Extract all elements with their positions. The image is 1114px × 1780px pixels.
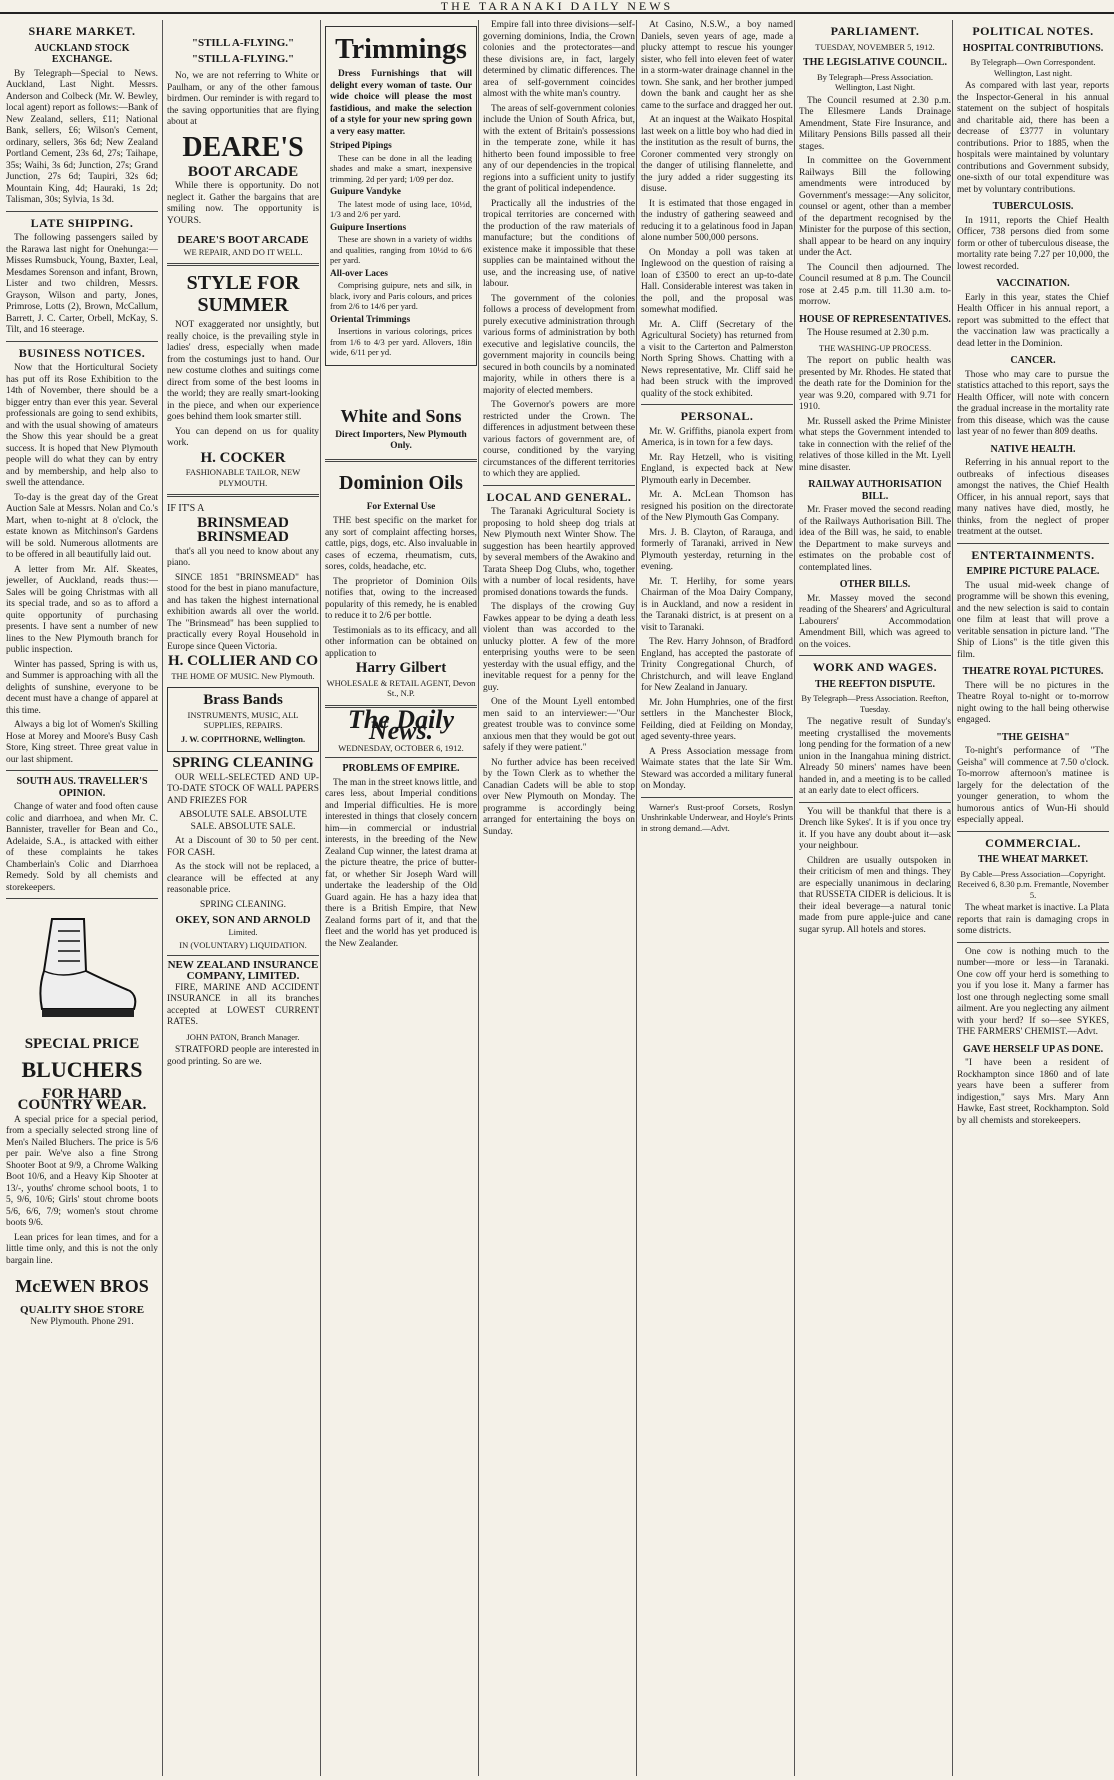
guipure-vandyke: Guipure Vandyke <box>330 187 401 197</box>
wheat-paragraph: The wheat market is inactive. La Plata reports that rain is damaging crops in some districts. <box>957 903 1109 936</box>
house-paragraph: Mr. Russell asked the Prime Minister what steps the Government intended to take in connection with the relief of the relatives of those killed in the Mt. Lyell mine disaster. <box>799 416 951 473</box>
personal-item: The Rev. Harry Johnson, of Bradford England, has accepted the pastorate of Trinity Congregational Church, of Christchurch, and will leave England for New Zealand in January. <box>641 637 793 693</box>
divider <box>6 898 158 899</box>
deare-intro: No, we are not referring to White or Paulham, or any of the other famous birdmen. Our reminder is with regard to the saving opportunities that are flying about at <box>167 71 319 127</box>
article-paragraph: Practically all the industries of the tropical territories are concerned with the production of the raw materials of manufacture; but the conditions of existence make it impossible that these supplies can be maintained without the use, and the increasing use, of native labour. <box>483 198 635 289</box>
local-paragraph: No further advice has been received by the Town Clerk as to whether the Canadian Cadets will be able to stop over New Plymouth on Monday. The programme is accordingly being arranged for entertaining the boys on Sunday. <box>483 757 635 837</box>
special-price-heading: SPECIAL PRICE <box>24 1036 140 1052</box>
business-notices-heading: BUSINESS NOTICES. <box>18 345 146 360</box>
article-paragraph: Mr. A. Cliff (Secretary of the Agricultural Society) has returned from a visit to the Carterton and Palmerston North Spring Shows. Chatting with a News representative, Mr. Cliff said he had been struck with the improved quality of the stock exhibited. <box>641 319 793 399</box>
divider <box>957 942 1109 943</box>
divider <box>641 797 793 798</box>
article-paragraph: The areas of self-government colonies include the Union of South Africa, but, with the extent of Britain's possessions in the temperate zone, while it has hitherto been found impossible to free any of our dependencies in the tropical regions into a sufficient unity to justify the grant of political independence. <box>483 103 635 194</box>
column-5 <box>636 20 793 1776</box>
brinsmead-intro: IF IT'S A <box>167 503 205 514</box>
mcewen-store: QUALITY SHOE STORE <box>19 1304 145 1316</box>
article-paragraph: At Casino, N.S.W., a boy named Daniels, seven years of age, made a plucky attempt to rescue his younger sister, who fell into eleven feet of water in a storm-water drainage channel in the town. She sank, and her brother jumped down the bank and caught her as she came to the surface and dragged her out. <box>641 20 793 111</box>
striped-pipings-body: These can be done in all the leading shades and make a smart, inexpensive trimming. 2d per yard; 1/09 per doz. <box>330 152 472 184</box>
problems-empire-body: The man in the street knows little, and cares less, about Imperial conditions and Imperial difficulties. He is more interested in things that closely concern him—in commercial or industrial interests, in the breeding of the New Zealand Cup winner, the latest drama at the picture theatre, the price of butter-fat, or whether Sir Joseph Ward will undertake the leadership of the Old Guard again. He has a hazy idea that there is a British Empire, that New Zealand forms part of it, and that the fleet and the world has yet produced is the New Zealander. <box>325 777 477 949</box>
local-paragraph: One of the Mount Lyell entombed men said to an interviewer:—"Our greatest trouble was to convince some anxious men that they would be got out safely if they were patient." <box>483 697 635 753</box>
column-4 <box>478 20 635 1776</box>
brass-bands-title: Brass Bands <box>203 692 283 708</box>
article-paragraph: On Monday a poll was taken at Inglewood on the question of raising a loan of £3500 to erect an up-to-date Hall. Considerable interest was taken in the poll, and the proposal was somewhat modified. <box>641 247 793 315</box>
business-notice: Always a big lot of Women's Skilling Hose at Morey and Moore's Busy Cash Store, King street. Three great value in our last shipment. <box>6 720 158 765</box>
share-market-heading: SHARE MARKET. <box>28 24 136 38</box>
spring-body: OUR WELL-SELECTED AND UP-TO-DATE STOCK OF WALL PAPERS AND FRIEZES FOR <box>167 772 319 806</box>
legislative-paragraph: The Council resumed at 2.30 p.m. The Ellesmere Lands Drainage Amendment, State Fire Insurance, and Military Pensions Bills passed all their stages. <box>799 95 951 152</box>
article-paragraph: The Governor's powers are more restricted under the Crown. The differences in adjustment between these various factors of government are, of course, conditioned by the varying circumstances of the different territories to which they are applied. <box>483 400 635 479</box>
divider <box>799 655 951 656</box>
divider <box>641 404 793 405</box>
personal-item: Mr. W. Griffiths, pianola expert from America, is in town for a few days. <box>641 426 793 448</box>
brinsmead-tag: that's all you need to know about any piano. <box>167 546 319 568</box>
native-health-heading: NATIVE HEALTH. <box>990 443 1076 455</box>
mcewen-address: New Plymouth. Phone 291. <box>30 1316 134 1327</box>
collier-address: THE HOME OF MUSIC. New Plymouth. <box>171 670 315 681</box>
parliament-date: TUESDAY, NOVEMBER 5, 1912. <box>815 41 935 52</box>
column-7 <box>952 20 1109 1776</box>
guipure-insertions-body: These are shown in a variety of widths and qualities, ranging from 10½d to 6/6 per yard. <box>330 234 472 265</box>
wheat-market-heading: THE WHEAT MARKET. <box>977 854 1089 865</box>
sa-traveller-body: Change of water and food often cause colic and diarrhoea, and when Mr. C. Bannister, traveller for Bean and Co., Adelaide, S.A., is attacked with either of these complaints he takes Chamberlain's Colic and Diarrhoea Remedy. Sold by all chemists and storekeepers. <box>6 802 158 893</box>
wheat-byline: By Cable—Press Association—Copyright. Received 6, 8.30 p.m. Fremantle, November 5. <box>957 868 1109 900</box>
house-paragraph: The report on public health was presented by Mr. Rhodes. He stated that the death rate for the Dominion for the year was 9.20, compared with 9.71 for 1910. <box>799 356 951 412</box>
divider <box>799 802 951 803</box>
commercial-heading: COMMERCIAL. <box>985 835 1081 850</box>
house-paragraph: The House resumed at 2.30 p.m. <box>807 328 929 338</box>
parliament-heading: PARLIAMENT. <box>830 24 920 38</box>
hospital-paragraph: As compared with last year, reports the Inspector-General in his annual statement on the subject of hospitals and charitable aid, there has been a decrease of £3777 in voluntary contributions. Prior to 1885, when the hospitals were maintained by voluntary contributions and Government subsidy, one-sixth of our total expenditure was met by voluntary contributions. <box>957 81 1109 195</box>
reefton-paragraph: The negative result of Sunday's meeting crystallised the movements long pending for the formation of a new union in the Inangahua mining district. Already 50 miners' names have been handed in, and a meeting is to be called at an early date to elect officers. <box>799 717 951 796</box>
divider <box>483 485 635 486</box>
divider <box>325 459 477 462</box>
cancer-heading: CANCER. <box>1010 355 1056 366</box>
deare-sub: BOOT ARCADE <box>187 163 299 180</box>
gave-herself-paragraph: "I have been a resident of Rockhampton since 1860 and of late years have been a sufferer from indigestion," says Mrs. Mary Ann Hawke, East street, Rockhampton. Sold by all chemists and storekeepers. <box>957 1058 1109 1126</box>
legislative-paragraph: In committee on the Government Railways Bill the following amendments were introduced by Government's message:—Any solicitor, counsel or agent, other than a member of the department recognised by the Minister for the purpose of this section, shall appear to be heard on any inquiry under the Act. <box>799 156 951 258</box>
local-general-heading: LOCAL AND GENERAL. <box>486 489 632 504</box>
spring-cleaning-title: SPRING CLEANING <box>172 755 314 771</box>
columns <box>6 20 1108 1776</box>
article-paragraph: The government of the colonies follows a process of development from purely executive administration through various forms of administration by both executive and legislative councils, the government majority in councils being secured in both councils by a nominated majority, while in others there is a majority of elected members. <box>483 293 635 396</box>
cancer-paragraph: Those who may care to pursue the statistics attached to this report, says the Health Officer, will note with concern the gradual increase in the mortality rate from this disease, which was the cause last year of no fewer than 809 deaths. <box>957 369 1109 437</box>
entertainments-heading: ENTERTAINMENTS. <box>971 547 1095 562</box>
okey-name: OKEY, SON AND ARNOLD <box>175 914 311 926</box>
tuberculosis-heading: TUBERCULOSIS. <box>992 201 1074 212</box>
divider <box>957 543 1109 544</box>
absolute-sale: ABSOLUTE SALE. ABSOLUTE SALE. ABSOLUTE SALE. <box>179 810 307 832</box>
vaccination-heading: VACCINATION. <box>996 278 1070 289</box>
business-notice: To-day is the great day of the Great Auction Sale at Messrs. Nolan and Co.'s Mart, when to-night at 8 o'clock, the estate known as Mitchinson's Gardens will be sold. Numerous allotments are to be offered in all beautifully laid out. <box>6 492 158 560</box>
geisha-heading: "THE GEISHA" <box>996 731 1070 743</box>
house-sub: THE WASHING-UP PROCESS. <box>818 342 932 353</box>
divider <box>957 831 1109 832</box>
guipure-insertions: Guipure Insertions <box>330 222 407 233</box>
issue-date: WEDNESDAY, OCTOBER 6, 1912. <box>338 742 464 753</box>
mcewen-bros-name: McEWEN BROS <box>15 1276 149 1296</box>
theatre-royal-heading: THEATRE ROYAL PICTURES. <box>962 666 1104 677</box>
railway-paragraph: Mr. Fraser moved the second reading of the Railways Authorisation Bill. The idea of the Bill was, he said, to enable the Department to make surveys and estimates on the probable cost of contemplated lines. <box>799 505 951 573</box>
personal-item: A Press Association message from Waimate states that the late Sir Wm. Steward was accorded a military funeral on Monday. <box>641 746 793 791</box>
cow-advert: One cow is nothing much to the number—more or less—in Taranaki. One cow off your herd is something to you if you lose it. Many a farmer has lost one through neglecting some small ailment. Are you neglecting any ailment with your herd? If so—see SYKES, THE FARMERS' CHEMIST.—Advt. <box>957 946 1109 1037</box>
guipure-vandyke-body: The latest mode of using lace, 10½d, 1/3 and 2/6 per yard. <box>330 198 472 219</box>
divider <box>167 494 319 497</box>
trimmings-title: Trimmings <box>335 34 467 65</box>
nz-insurance-agent: JOHN PATON, Branch Manager. <box>186 1031 300 1042</box>
dominion-oils-title: Dominion Oils <box>339 471 463 494</box>
nz-insurance-body: FIRE, MARINE AND ACCIDENT INSURANCE in all its branches accepted at LOWEST CURRENT RATES. <box>167 982 319 1027</box>
railway-heading: RAILWAY AUTHORISATION BILL. <box>808 479 942 502</box>
reefton-byline: By Telegraph—Press Association. Reefton, Tuesday. <box>801 693 949 714</box>
russeta-advert: Children are usually outspoken in their criticism of men and things. They are especially unanimous in declaring that RUSSETA CIDER is delicious. It is their ideal beverage—a natural tonic made from pure apple-juice and cane sugar syrup. All hotels and stores. <box>799 855 951 935</box>
personal-item: Mr. Ray Hetzell, who is visiting England, is expected back at New Plymouth early in December. <box>641 452 793 486</box>
geisha-paragraph: To-night's performance of "The Geisha" will commence at 7.50 o'clock. To-morrow afternoon's matinee is largely for the delectation of the younger generation, to whom the humorous antics of Wun-Hi should especially appeal. <box>957 746 1109 825</box>
bluchers-body: A special price for a special period, from a specially selected strong line of Men's Nailed Bluchers. The price is 5/6 per pair. We've also a fine Strong Shooter Boot at 9/9, a Chrome Walking Boot 10/6, and a Heavy Kip Shooter at 13/-, youths' chrome school boots, 1 to 5, 9/6, 10/6; Girls' stout chrome boots 5/6, 6/6, 7/9; women's stout chrome boots 9/6. <box>6 1114 158 1228</box>
trimmings-intro: Dress Furnishings that will delight every woman of taste. Our wide choice will please the most fastidious, and make the selection of a style for your new spring gown a very easy matter. <box>330 69 472 137</box>
divider <box>167 263 319 266</box>
legislative-council-heading: THE LEGISLATIVE COUNCIL. <box>802 57 948 68</box>
oriental-trimmings: Oriental Trimmings <box>330 314 411 325</box>
share-market-body: By Telegraph—Special to News. Auckland, Last Night. Messrs. Anderson and Colbeck (Mr. W. Bewley, local agent) report as follows:—Bank of New Zealand, sellers, £11; National Bank, sellers, £6; Wilson's Cement, ordinary, sellers, 36s 6d; New Zealand Portland Cement, 23s 6d, 27s; Taihape, 35s; Waihi, 3s 6d; Junction, 27s; Grand Junction, 27s 6d; Taupiri, 32s 6d; Mountain King, 4d; Hauraki, 1s 2d; Talisman, 30s; Sylvia, 1s 3d. <box>6 68 158 205</box>
brass-bands-ad <box>167 687 319 752</box>
hospital-byline: By Telegraph—Own Correspondent. Wellington, Last night. <box>970 57 1096 78</box>
divider <box>167 955 319 956</box>
cocker-address: FASHIONABLE TAILOR, NEW PLYMOUTH. <box>185 467 301 488</box>
brinsmead-1: BRINSMEAD <box>197 514 289 531</box>
spring-discount: At a Discount of 30 to 50 per cent. FOR CASH. <box>167 836 319 858</box>
white-sons-name: White and Sons <box>340 405 462 426</box>
article-paragraph: At an inquest at the Waikato Hospital last week on a little boy who had died in the institution as the result of burns, the Coroner commented very strongly on the danger of utilising flannelette, and the jury added a rider suggesting its disuse. <box>641 115 793 194</box>
daily-news-title: The Daily News. <box>347 704 455 745</box>
house-heading: HOUSE OF REPRESENTATIVES. <box>799 313 951 325</box>
trimmings-ad <box>325 26 477 366</box>
okey-liq: IN (VOLUNTARY) LIQUIDATION. <box>179 940 307 950</box>
deare-body: While there is opportunity. Do not neglect it. Gather the bargains that are smiling now. The opportunity is YOURS. <box>167 181 319 226</box>
personal-item: Mr. T. Herlihy, for some years Chairman of the Moa Dairy Company, is in Auckland, and now a resident in the Taranaki district, is at present on a visit to Taranaki. <box>641 576 793 633</box>
column-3 <box>320 20 477 1776</box>
spring-again: SPRING CLEANING. <box>200 899 286 910</box>
deare-title: DEARE'S <box>182 131 304 163</box>
cocker-name: H. COCKER <box>200 449 286 466</box>
column-2 <box>162 20 319 1776</box>
problems-empire-heading: PROBLEMS OF EMPIRE. <box>342 763 460 774</box>
column-1 <box>6 20 158 1776</box>
deare-tag: WE REPAIR, AND DO IT WELL. <box>183 246 303 257</box>
work-wages-heading: WORK AND WAGES. <box>812 660 938 674</box>
vaccination-paragraph: Early in this year, states the Chief Health Officer in his annual report, a report was submitted to the effect that the vaccination law was practically a dead letter in the Dominion. <box>957 292 1109 349</box>
share-market-sub: AUCKLAND STOCK EXCHANGE. <box>34 42 130 65</box>
okey-ltd: Limited. <box>228 926 258 937</box>
sa-traveller-heading: SOUTH AUS. TRAVELLER'S OPINION. <box>16 776 148 799</box>
white-sons-sub: Direct Importers, New Plymouth Only. <box>335 429 467 451</box>
personal-item: Mrs. J. B. Clayton, of Rarauga, and formerly of Taranaki, arrived in New Plymouth yesterday, returning in the evening. <box>641 527 793 572</box>
stratford-ad: STRATFORD people are interested in good printing. So are we. <box>167 1045 319 1067</box>
reefton-heading: THE REEFTON DISPUTE. <box>814 678 936 690</box>
gave-herself-heading: GAVE HERSELF UP AS DONE. <box>962 1043 1104 1055</box>
masthead: THE TARANAKI DAILY NEWS <box>0 0 1114 14</box>
harry-gilbert-addr: WHOLESALE & RETAIL AGENT, Devon St., N.P. <box>326 677 476 698</box>
sykes-advert: You will be thankful that there is a Drench like Sykes'. It is if you once try it. If you have any doubt about it—ask your neighbour. <box>799 806 951 851</box>
dominion-oils-body: THE best specific on the market for any sort of complaint affecting horses, cattle, pigs, dogs, etc. Also invaluable in cases of eczema, rheumatism, cuts, sores, colds, headache, etc. <box>325 516 477 572</box>
still-flying-1: "STILL A-FLYING." <box>191 37 295 49</box>
style-summer-title: STYLE FOR SUMMER <box>186 272 300 316</box>
oriental-trimmings-body: Insertions in various colorings, prices from 1/6 to 4/3 per yard. Allovers, 18in wide, 6/11 per yd. <box>330 326 472 357</box>
late-shipping-heading: LATE SHIPPING. <box>30 215 134 230</box>
still-flying-2: "STILL A-FLYING." <box>191 52 295 65</box>
column-6 <box>794 20 951 1776</box>
advert-footer: Warner's Rust-proof Corsets, Roslyn Unshrinkable Underwear, and Hoyle's Prints in strong demand.—Advt. <box>641 801 793 833</box>
business-notice: A letter from Mr. Alf. Skeates, jeweller, of Auckland, reads thus:—Sales will be going Christmas with all its special trade, and so as to afford a quite opportunity of purchasing presents. I have sent a number of new lines to the New Plymouth branch for public inspection. <box>6 564 158 655</box>
collier-name: H. COLLIER AND CO <box>167 653 319 669</box>
other-bills-paragraph: Mr. Massey moved the second reading of the Shearers' and Agricultural Labourers' Accommodation Amendment Bill, which was agreed to on the voices. <box>799 593 951 650</box>
allover-laces-body: Comprising guipure, nets and silk, in black, ivory and Paris colours, and prices from 2/6 to 14/6 per yard. <box>330 280 472 311</box>
empire-palace-heading: EMPIRE PICTURE PALACE. <box>966 566 1100 577</box>
harry-gilbert: Harry Gilbert <box>355 660 447 676</box>
legislative-paragraph: The Council then adjourned. The Council resumed at 8 p.m. The Council rose at 2.45 p.m. till 11.30 a.m. to-morrow. <box>799 262 951 307</box>
late-shipping-body: The following passengers sailed by the Rarawa last night for Onehunga:—Misses Rumsbuck, Young, Baxter, Leal, Mesdames Sorenson and infant, Brown, Lister and two children, Messrs. Grayson, Wilson and party, Jones, Primrose, Lotts (2), Brown, McCallum, Barrett, J. C. Carter, Orbell, McKay, S. Tilt, and 16 steerage. <box>6 233 158 335</box>
dominion-oils-prop: The proprietor of Dominion Oils notifies that, owing to the increased popularity of this remedy, he is enabled to reduce it to 2/6 per bottle. <box>325 576 477 621</box>
brinsmead-body: SINCE 1851 "BRINSMEAD" has stood for the best in piano manufacture, and has taken the highest international exhibition awards all over the world. The "Brinsmead" has been supplied to practically every Royal Household in Europe since Queen Victoria. <box>167 572 319 652</box>
personal-heading: PERSONAL. <box>680 409 754 423</box>
article-paragraph: Empire fall into three divisions—self-governing dominions, India, the Crown colonies and the protectorates—and these divisions are, in fact, largely determined by climatic differences. The area of self-government coincides almost with the white man's country. <box>483 20 635 99</box>
other-bills-heading: OTHER BILLS. <box>839 579 911 590</box>
divider <box>325 757 477 758</box>
local-paragraph: The displays of the crowing Guy Fawkes appear to be dying a death less violent than was accorded to the unlucky plotter. A few of the more enterprising youths were to be seen yesterday with the usual effigy, and the inevitable request for a penny for the guy. <box>483 602 635 693</box>
dominion-oils-sub: For External Use <box>366 501 436 512</box>
local-paragraph: The Taranaki Agricultural Society is proposing to hold sheep dog trials at New Plymouth next Winter Show. The suggestion has been heartily approved by several members of the Awakino and Tarata Sheep Dog Clubs, who, together with a number of local residents, have promised donations towards the funds. <box>483 507 635 598</box>
dominion-oils-test: Testimonials as to its efficacy, and all other information can be obtained on application to <box>325 625 477 659</box>
political-notes-heading: POLITICAL NOTES. <box>972 24 1094 38</box>
legislative-byline: By Telegraph—Press Association. Wellington, Last Night. <box>816 71 934 92</box>
divider <box>6 770 158 771</box>
boot-illustration-icon <box>22 909 142 1029</box>
style-summer-call: You can depend on us for quality work. <box>167 426 319 448</box>
article-paragraph: It is estimated that those engaged in the industry of gathering seaweed and reducing it to a gelatinous food in Japan alone number 500,000 persons. <box>641 198 793 243</box>
hospital-heading: HOSPITAL CONTRIBUTIONS. <box>962 42 1104 54</box>
lean-prices: Lean prices for lean times, and for a little time only, and this is not the only bargain line. <box>6 1232 158 1266</box>
brass-bands-co: J. W. COPITHORNE, Wellington. <box>180 733 306 744</box>
nz-insurance-title: NEW ZEALAND INSURANCE COMPANY, LIMITED. <box>167 958 319 982</box>
deare-box: DEARE'S BOOT ARCADE <box>177 234 309 246</box>
business-notice: Now that the Horticultural Society has put off its Rose Exhibition to the 14th of November, there should be a bigger entry than ever this year. Several professionals are going to send exhibits, and with the usual showing of amateurs the Show this year should be a great success. It is hoped that New Plymouth people will do what they can by entry and by membership, and help also to swell the attendance. <box>6 363 158 488</box>
style-summer-body: NOT exaggerated nor unsightly, but really choice, is the prevailing style in ladies' dress, especially when made from the costumings just to hand. Our new costume clothes and suitings come direct from some of the best looms in the world; they are really smart-looking in the piece, and when our experience goes behind them look smarter still. <box>167 320 319 422</box>
personal-item: Mr. John Humphries, one of the first settlers in the Manchester Block, Feilding, died at Feilding on Monday, aged seventy-three years. <box>641 697 793 742</box>
theatre-royal-paragraph: There will be no pictures in the Theatre Royal to-night or to-morrow night owing to the hall being otherwise engaged. <box>957 680 1109 725</box>
hard-wear-heading: FOR HARD COUNTRY WEAR. <box>17 1085 147 1113</box>
striped-pipings: Striped Pipings <box>330 141 392 151</box>
spring-note: As the stock will not be replaced, a clearance will be effected at any reasonable price. <box>167 862 319 895</box>
allover-laces: All-over Laces <box>330 268 388 279</box>
business-notice: Winter has passed, Spring is with us, and Summer is approaching with all the delights of sunshine, everyone to be decent must have a change of apparel at this time. <box>6 659 158 716</box>
bluchers-heading: BLUCHERS <box>21 1056 143 1082</box>
native-health-paragraph: Referring in his annual report to the outbreaks of infectious diseases amongst the natives, the Chief Health Officer, in his annual report, says that many natives have died, mostly, he thinks, from the neglect of proper treatment at the outset. <box>957 458 1109 537</box>
divider <box>6 211 158 212</box>
tuberculosis-paragraph: In 1911, reports the Chief Health Officer, 738 persons died from some form or other of tuberculous disease, the mortality rate being 7.27 per 10,000, the lowest recorded. <box>957 215 1109 272</box>
brinsmead-2: BRINSMEAD <box>197 529 289 545</box>
divider <box>6 341 158 342</box>
brass-bands-sub: INSTRUMENTS, MUSIC, ALL SUPPLIES, REPAIRS. <box>187 709 299 730</box>
empire-palace-paragraph: The usual mid-week change of programme will be shown this evening, and the new selection is said to contain one film at least that will prove a veritable sensation in picture land. "The Ship of Lions" is the title given this film. <box>957 580 1109 660</box>
personal-item: Mr. A. McLean Thomson has resigned his position on the directorate of the New Plymouth Gas Company. <box>641 490 793 523</box>
